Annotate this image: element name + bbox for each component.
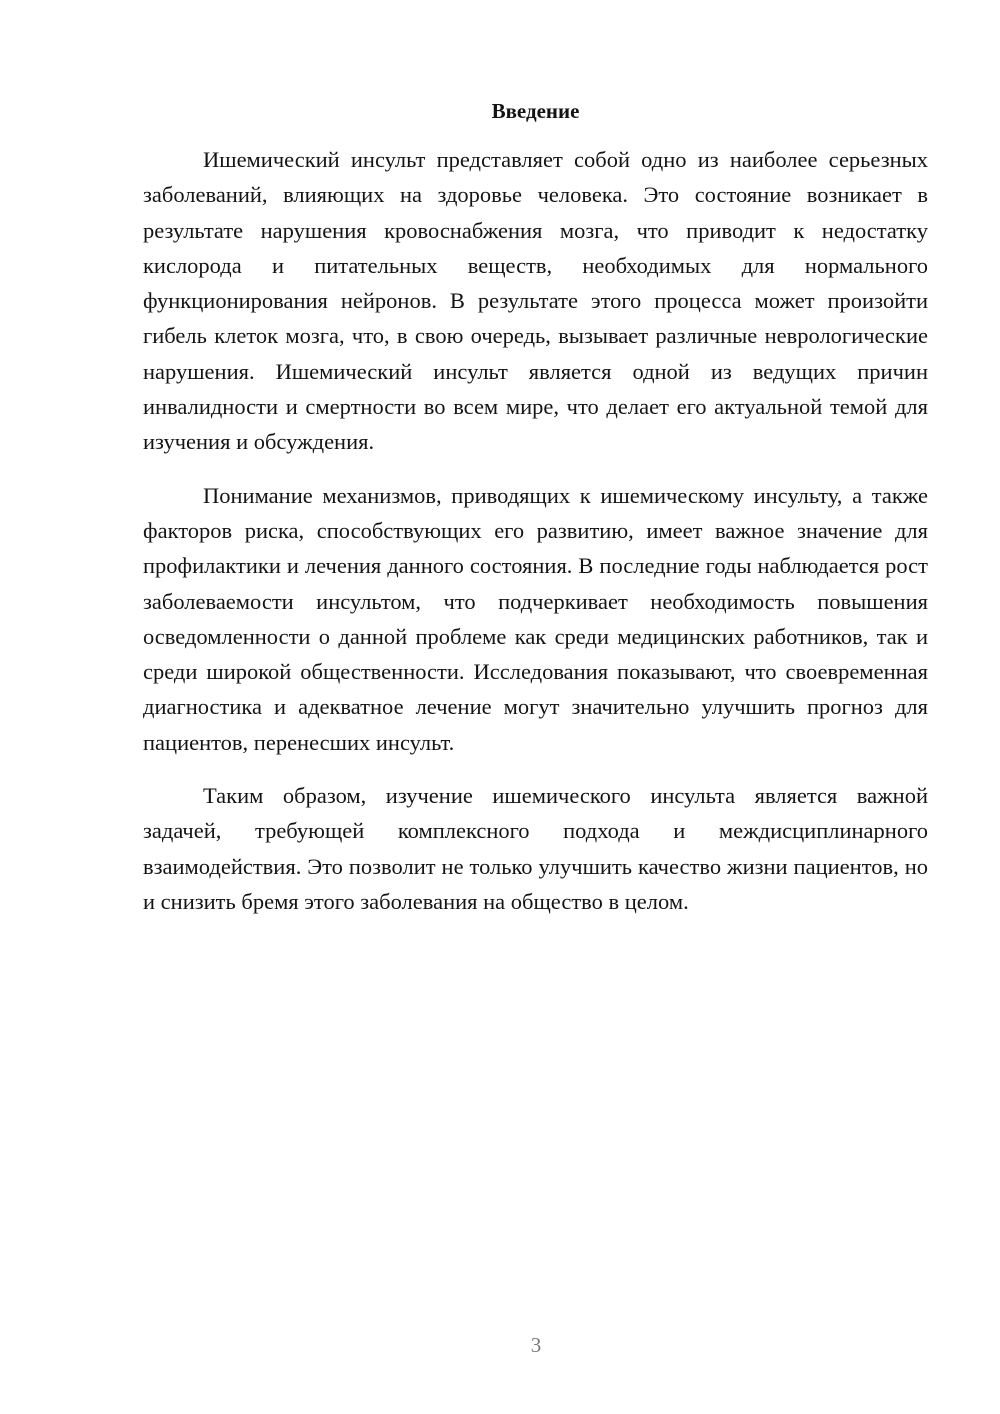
page-number: 3 — [530, 1333, 542, 1357]
paragraph-1: Ишемический инсульт представляет собой одно из наиболее серьезных заболеваний, влияющих на здоровье человека. Это состояние возникает в результате нарушения кровоснабжения мозга, что приводит к недостатку кислорода и питательных веществ, необходимых для нормального функционирования нейронов. В результате этого процесса может произойти гибель клеток мозга, что, в свою очередь, вызывает различные неврологические нарушения. Ишемический инсульт является одной из ведущих причин инвалидности и смертности во всем мире, что делает его актуальной темой для изучения и обсуждения. — [143, 147, 928, 455]
section-heading: Введение — [491, 99, 580, 123]
paragraph-3: Таким образом, изучение ишемического инсульта является важной задачей, требующей комплексного подхода и междисциплинарного взаимодействия. Это позволит не только улучшить качество жизни пациентов, но и снизить бремя этого заболевания на общество в целом. — [143, 783, 928, 914]
paragraph-2: Понимание механизмов, приводящих к ишемическому инсульту, а также факторов риска, способствующих его развитию, имеет важное значение для профилактики и лечения данного состояния. В последние годы наблюдается рост заболеваемости инсультом, что подчеркивает необходимость повышения осведомленности о данной проблеме как среди медицинских работников, так и среди широкой общественности. Исследования показывают, что своевременная диагностика и адекватное лечение могут значительно улучшить прогноз для пациентов, перенесших инсульт. — [143, 482, 928, 755]
body-text — [143, 142, 928, 937]
